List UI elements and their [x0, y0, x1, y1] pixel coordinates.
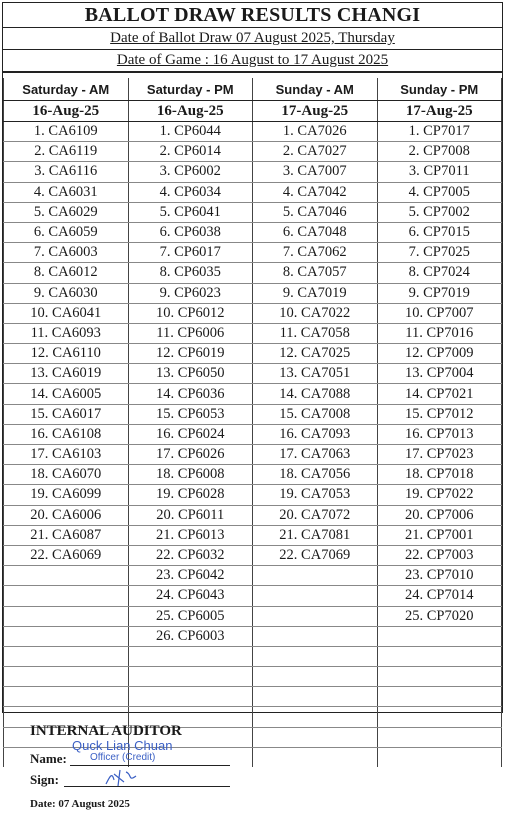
draw-entry-cell: 15. CA6017: [4, 404, 129, 424]
draw-entry-cell: 16. CA6108: [4, 424, 129, 444]
draw-entry-cell: 21. CP6013: [128, 525, 253, 545]
auditor-role: Officer (Credit): [90, 752, 156, 763]
draw-entry-cell: 5. CA7046: [253, 202, 378, 222]
draw-entry-cell: [377, 626, 502, 646]
draw-entry-cell: 18. CA6070: [4, 465, 129, 485]
ballot-results-sheet: [2, 2, 503, 713]
draw-entry-cell: 7. CP6017: [128, 243, 253, 263]
draw-entry-cell: 2. CA7027: [253, 142, 378, 162]
draw-entry-cell: 24. CP6043: [128, 586, 253, 606]
draw-entry-cell: [128, 667, 253, 687]
column-date: 16-Aug-25: [128, 101, 253, 122]
table-row: [4, 263, 502, 283]
draw-entry-cell: 1. CP6044: [128, 122, 253, 142]
draw-entry-cell: [377, 667, 502, 687]
draw-entry-cell: 25. CP6005: [128, 606, 253, 626]
draw-entry-cell: 19. CA6099: [4, 485, 129, 505]
draw-entry-cell: 2. CP6014: [128, 142, 253, 162]
draw-entry-cell: 12. CA6110: [4, 344, 129, 364]
table-row: [4, 283, 502, 303]
draw-entry-cell: [128, 687, 253, 707]
date-row: [4, 101, 502, 122]
draw-entry-cell: 6. CA6059: [4, 222, 129, 242]
draw-entry-cell: [377, 646, 502, 666]
draw-entry-cell: 6. CP6038: [128, 222, 253, 242]
table-row: [4, 606, 502, 626]
header-row: [4, 78, 502, 101]
draw-entry-cell: 17. CP7023: [377, 445, 502, 465]
draw-entry-cell: 7. CP7025: [377, 243, 502, 263]
column-header: Sunday - AM: [253, 78, 378, 101]
draw-entry-cell: [4, 606, 129, 626]
draw-entry-cell: [253, 646, 378, 666]
draw-entry-cell: 2. CP7008: [377, 142, 502, 162]
draw-entry-cell: 25. CP7020: [377, 606, 502, 626]
table-row: [4, 465, 502, 485]
draw-entry-cell: 20. CP7006: [377, 505, 502, 525]
draw-entry-cell: 18. CP7018: [377, 465, 502, 485]
column-date: 17-Aug-25: [253, 101, 378, 122]
table-row: [4, 142, 502, 162]
draw-entry-cell: 22. CP6032: [128, 545, 253, 565]
draw-entry-cell: 8. CA6012: [4, 263, 129, 283]
draw-entry-cell: 13. CP7004: [377, 364, 502, 384]
draw-entry-cell: 13. CA6019: [4, 364, 129, 384]
draw-entry-cell: 15. CP7012: [377, 404, 502, 424]
column-date: 17-Aug-25: [377, 101, 502, 122]
draw-entry-cell: 14. CP7021: [377, 384, 502, 404]
signature-mark: [102, 766, 142, 788]
draw-entry-cell: 6. CP7015: [377, 222, 502, 242]
draw-entry-cell: 12. CA7025: [253, 344, 378, 364]
draw-entry-cell: [128, 646, 253, 666]
table-row: [4, 162, 502, 182]
table-row: [4, 323, 502, 343]
sign-label: Sign:: [30, 772, 59, 787]
draw-entry-cell: [253, 566, 378, 586]
draw-entry-cell: 10. CP7007: [377, 303, 502, 323]
draw-entry-cell: 15. CA7008: [253, 404, 378, 424]
draw-entry-cell: 9. CP6023: [128, 283, 253, 303]
draw-entry-cell: [4, 626, 129, 646]
table-row: [4, 202, 502, 222]
draw-entry-cell: 3. CP7011: [377, 162, 502, 182]
draw-entry-cell: 21. CA7081: [253, 525, 378, 545]
draw-results-table: [3, 78, 502, 767]
column-header: Sunday - PM: [377, 78, 502, 101]
draw-entry-cell: 11. CA7058: [253, 323, 378, 343]
draw-entry-cell: 3. CP6002: [128, 162, 253, 182]
draw-entry-cell: 24. CP7014: [377, 586, 502, 606]
draw-entry-cell: 23. CP7010: [377, 566, 502, 586]
draw-entry-cell: 9. CA7019: [253, 283, 378, 303]
draw-entry-cell: 5. CA6029: [4, 202, 129, 222]
draw-entry-cell: 11. CP7016: [377, 323, 502, 343]
draw-entry-cell: 5. CP7002: [377, 202, 502, 222]
draw-entry-cell: 1. CP7017: [377, 122, 502, 142]
table-row: [4, 344, 502, 364]
table-row: [4, 545, 502, 565]
document-title: BALLOT DRAW RESULTS CHANGI: [3, 3, 502, 28]
draw-entry-cell: 18. CP6008: [128, 465, 253, 485]
draw-entry-cell: 13. CP6050: [128, 364, 253, 384]
draw-entry-cell: 10. CP6012: [128, 303, 253, 323]
draw-entry-cell: 4. CP6034: [128, 182, 253, 202]
table-row: [4, 445, 502, 465]
table-row: [4, 525, 502, 545]
draw-entry-cell: 16. CP6024: [128, 424, 253, 444]
auditor-section: [30, 722, 490, 810]
draw-entry-cell: [253, 667, 378, 687]
draw-entry-cell: 20. CA6006: [4, 505, 129, 525]
draw-entry-cell: 14. CA7088: [253, 384, 378, 404]
draw-entry-cell: 18. CA7056: [253, 465, 378, 485]
auditor-heading: INTERNAL AUDITOR: [30, 723, 182, 739]
draw-entry-cell: 21. CA6087: [4, 525, 129, 545]
report-date: Date: 07 August 2025: [30, 798, 130, 810]
draw-entry-cell: 22. CA7069: [253, 545, 378, 565]
ballot-date-text: Date of Ballot Draw 07 August 2025, Thursday: [110, 30, 395, 46]
draw-entry-cell: [253, 626, 378, 646]
draw-entry-cell: 23. CP6042: [128, 566, 253, 586]
column-header: Saturday - AM: [4, 78, 129, 101]
draw-entry-cell: 15. CP6053: [128, 404, 253, 424]
draw-entry-cell: 13. CA7051: [253, 364, 378, 384]
draw-entry-cell: 9. CA6030: [4, 283, 129, 303]
table-row: [4, 384, 502, 404]
draw-entry-cell: [253, 586, 378, 606]
sign-underline: [64, 786, 230, 787]
table-row: [4, 404, 502, 424]
column-date: 16-Aug-25: [4, 101, 129, 122]
draw-entry-cell: 9. CP7019: [377, 283, 502, 303]
draw-entry-cell: 26. CP6003: [128, 626, 253, 646]
draw-entry-cell: 8. CP7024: [377, 263, 502, 283]
auditor-name: Quck Lian Chuan: [72, 738, 173, 753]
draw-entry-cell: 8. CA7057: [253, 263, 378, 283]
table-row: [4, 626, 502, 646]
draw-entry-cell: [253, 687, 378, 707]
draw-entry-cell: 1. CA6109: [4, 122, 129, 142]
draw-entry-cell: 17. CA6103: [4, 445, 129, 465]
column-header: Saturday - PM: [128, 78, 253, 101]
draw-entry-cell: 1. CA7026: [253, 122, 378, 142]
table-row: [4, 424, 502, 444]
draw-entry-cell: [4, 586, 129, 606]
draw-entry-cell: 12. CP7009: [377, 344, 502, 364]
draw-entry-cell: 16. CP7013: [377, 424, 502, 444]
draw-entry-cell: 22. CP7003: [377, 545, 502, 565]
draw-entry-cell: 4. CA7042: [253, 182, 378, 202]
draw-entry-cell: 11. CP6006: [128, 323, 253, 343]
table-row: [4, 303, 502, 323]
game-date-line: [3, 49, 502, 73]
draw-entry-cell: 2. CA6119: [4, 142, 129, 162]
draw-entry-cell: 3. CA6116: [4, 162, 129, 182]
draw-entry-cell: [377, 687, 502, 707]
draw-entry-cell: 14. CP6036: [128, 384, 253, 404]
table-row: [4, 182, 502, 202]
draw-entry-cell: [4, 667, 129, 687]
draw-entry-cell: [4, 646, 129, 666]
draw-entry-cell: 6. CA7048: [253, 222, 378, 242]
ballot-date-line: [3, 27, 502, 50]
table-row: [4, 586, 502, 606]
draw-entry-cell: 22. CA6069: [4, 545, 129, 565]
draw-entry-cell: [253, 747, 378, 767]
table-row: [4, 646, 502, 666]
draw-entry-cell: 7. CA6003: [4, 243, 129, 263]
draw-entry-cell: 10. CA6041: [4, 303, 129, 323]
draw-entry-cell: [377, 747, 502, 767]
draw-entry-cell: 20. CA7072: [253, 505, 378, 525]
draw-entry-cell: 11. CA6093: [4, 323, 129, 343]
table-row: [4, 667, 502, 687]
draw-entry-cell: 8. CP6035: [128, 263, 253, 283]
draw-entry-cell: 21. CP7001: [377, 525, 502, 545]
table-row: [4, 687, 502, 707]
draw-entry-cell: 17. CP6026: [128, 445, 253, 465]
draw-entry-cell: [4, 566, 129, 586]
name-underline: [70, 765, 230, 766]
table-row: [4, 243, 502, 263]
draw-entry-cell: 19. CP6028: [128, 485, 253, 505]
game-date-text: Date of Game : 16 August to 17 August 2025: [116, 52, 389, 68]
table-row: [4, 122, 502, 142]
table-row: [4, 485, 502, 505]
draw-entry-cell: 10. CA7022: [253, 303, 378, 323]
draw-entry-cell: 16. CA7093: [253, 424, 378, 444]
draw-entry-cell: 19. CA7053: [253, 485, 378, 505]
draw-entry-cell: 14. CA6005: [4, 384, 129, 404]
table-row: [4, 222, 502, 242]
draw-entry-cell: 7. CA7062: [253, 243, 378, 263]
draw-entry-cell: 4. CP7005: [377, 182, 502, 202]
name-label: Name:: [30, 751, 67, 766]
draw-entry-cell: [253, 606, 378, 626]
draw-entry-cell: 19. CP7022: [377, 485, 502, 505]
table-row: [4, 505, 502, 525]
draw-entry-cell: 4. CA6031: [4, 182, 129, 202]
draw-entry-cell: 12. CP6019: [128, 344, 253, 364]
table-row: [4, 566, 502, 586]
draw-entry-cell: 17. CA7063: [253, 445, 378, 465]
draw-entry-cell: 5. CP6041: [128, 202, 253, 222]
table-row: [4, 364, 502, 384]
draw-entry-cell: [4, 687, 129, 707]
draw-entry-cell: 20. CP6011: [128, 505, 253, 525]
draw-entry-cell: 3. CA7007: [253, 162, 378, 182]
